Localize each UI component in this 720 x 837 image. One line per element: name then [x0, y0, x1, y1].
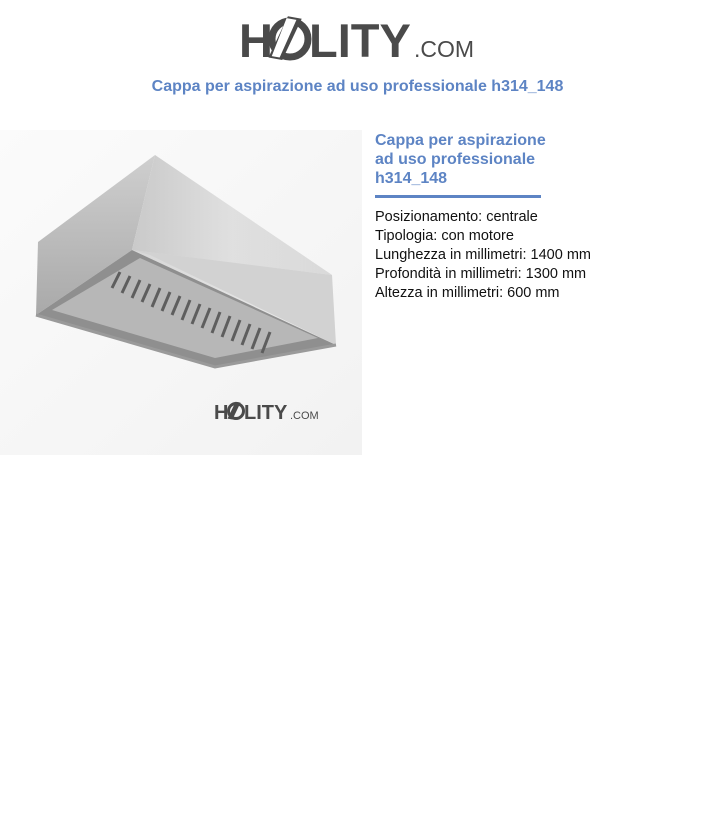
logo-dot-com: .COM — [414, 36, 475, 62]
spec-length: Lunghezza in millimetri: 1400 mm — [375, 247, 591, 263]
spec-positioning: Posizionamento: centrale — [375, 209, 538, 225]
product-title-line: Cappa per aspirazione — [375, 132, 546, 149]
title-divider — [375, 195, 541, 198]
watermark-letter-h: H — [214, 402, 229, 424]
logo-o-icon — [268, 14, 308, 62]
logo-letters-lity: LITY — [309, 14, 411, 64]
watermark-dot-com: .COM — [290, 410, 319, 422]
page-title: Cappa per aspirazione ad uso professionale h314_148 — [151, 78, 564, 95]
watermark-letters-lity: LITY — [244, 402, 288, 424]
product-image — [0, 130, 362, 455]
spec-list — [375, 208, 705, 303]
product-title — [375, 131, 555, 188]
holity-logo[interactable] — [239, 12, 481, 64]
spec-depth: Profondità in millimetri: 1300 mm — [375, 266, 587, 282]
product-info — [375, 131, 705, 303]
product-title-line: ad uso professionale — [375, 151, 536, 168]
logo-letter-h: H — [239, 14, 273, 64]
spec-height: Altezza in millimetri: 600 mm — [375, 285, 560, 301]
spec-type: Tipologia: con motore — [375, 228, 514, 244]
product-title-line: h314_148 — [375, 170, 448, 187]
